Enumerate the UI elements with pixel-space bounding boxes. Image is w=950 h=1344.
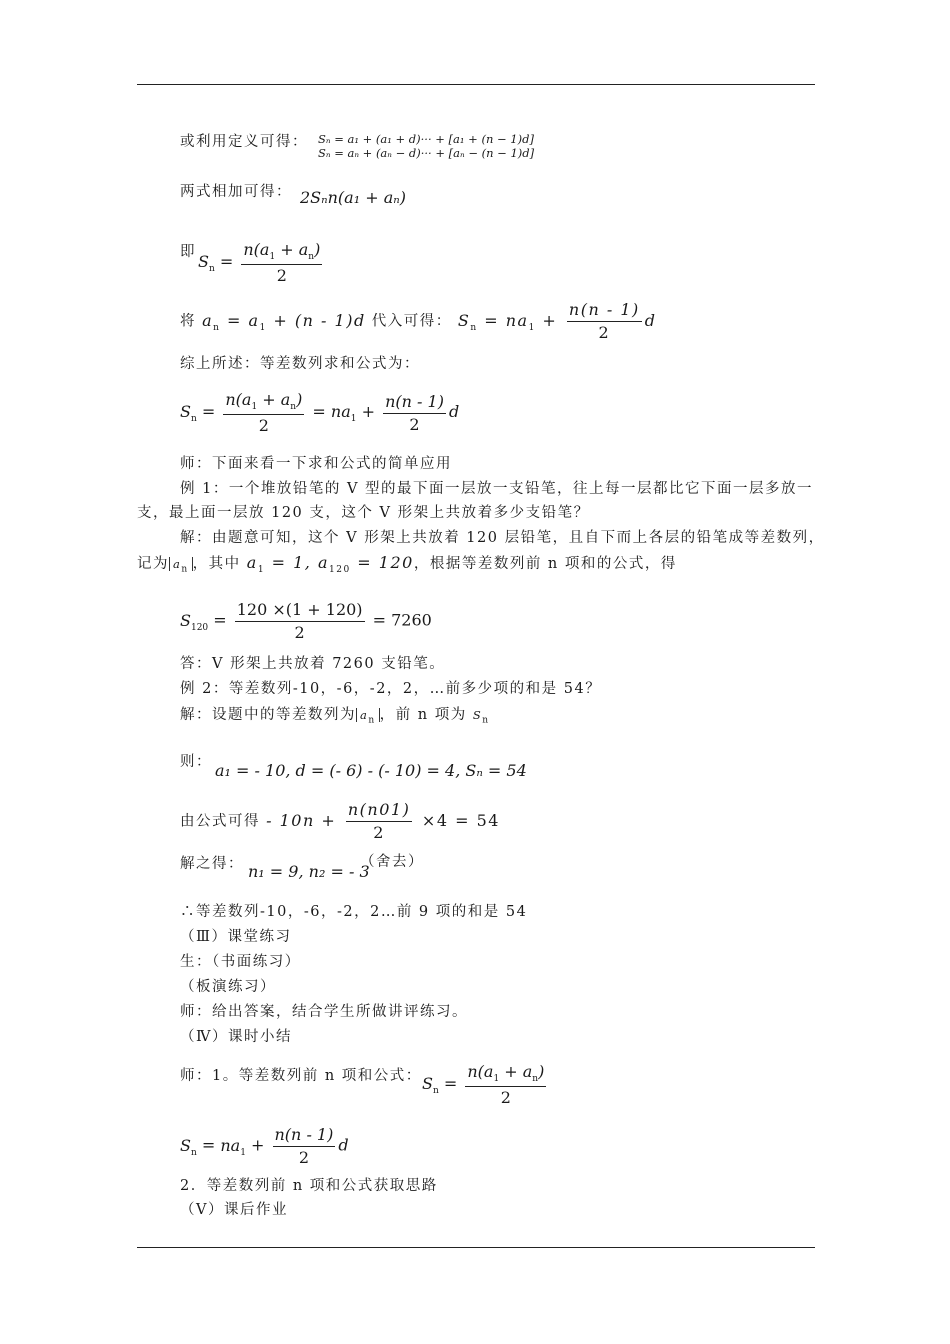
- formula-s120-denominator: 2: [294, 623, 305, 642]
- text-where: ，其中: [192, 556, 241, 572]
- text-solved: 解之得：: [180, 856, 244, 872]
- formula-system: [318, 132, 534, 160]
- text-jiang: 将: [180, 313, 196, 330]
- formula-sum-general: $S_n$ = $\frac{n(a_1 + a_n)}{2}$ = $na_1$ + $\frac{n(n - 1)}{2}$ d: [180, 390, 460, 436]
- text-substitute: 代入可得：: [371, 313, 452, 330]
- formula-sn-d: $S_n = na_1$ + $\frac{n(n - 1)}{2}$ d: [457, 300, 657, 342]
- bottom-rule: [137, 1247, 815, 1248]
- text-board-practice: （板演练习）: [180, 979, 276, 995]
- text-teacher-application: 师：下面来看一下求和公式的简单应用: [180, 456, 452, 472]
- text-denote: 记为: [137, 556, 169, 572]
- text-definition-label: 或利用定义可得：: [180, 134, 308, 150]
- formula-system-bottom: Sₙ = aₙ + (aₙ − d)··· + [aₙ − (n − 1)d]: [318, 146, 535, 160]
- formula-an: $a_n = a_1 + (n - 1)d$: [202, 310, 366, 333]
- text-solution1-a: 解：由题意可知，这个 V 形架上共放着 120 层铅笔，且自下而上各层的铅笔成等差数列，: [180, 530, 825, 546]
- text-by-formula: ，根据等差数列前 n 项和的公式，得: [413, 556, 677, 572]
- formula-sn-label: $S_n$: [472, 708, 490, 726]
- formula-a1-a120: $a_1 = 1$, $a_{120} = 120$: [246, 553, 414, 576]
- text-conclusion: ∴等差数列-10，-6，-2，2…前 9 项的和是 54: [180, 904, 528, 920]
- formula-an-set: $a_n$: [169, 557, 193, 571]
- text-summary-1: 师：1。等差数列前 n 项和公式：: [180, 1068, 422, 1084]
- text-ji-label: 即: [180, 244, 196, 260]
- formula-2sn: 2Sₙn(a₁ + aₙ): [300, 188, 406, 207]
- text-solution2: [180, 703, 490, 725]
- text-from-formula-label: 由公式可得: [180, 813, 260, 830]
- text-from-formula: [180, 800, 500, 842]
- text-sum-label: 两式相加可得：: [180, 184, 292, 200]
- text-solution1-b: [137, 552, 677, 575]
- text-summary-label: 综上所述：等差数列求和公式为：: [180, 356, 420, 372]
- formula-s120: $S_{120}$ = $\frac{120 \times(1 + 120)}{2}$ = 7260: [180, 600, 432, 642]
- formula-sn-avg: $S_n$ = $\frac{n(a_1 + a_n)}{2}$: [198, 240, 321, 286]
- text-teacher-answers: 师：给出答案，结合学生所做讲评练习。: [180, 1004, 468, 1020]
- text-then: 则：: [180, 754, 212, 770]
- formula-an-set2: $a_n$: [356, 708, 380, 722]
- top-rule: [137, 84, 815, 85]
- text-example2: 例 2：等差数列-10，-6，-2，2，…前多少项的和是 54？: [180, 681, 602, 697]
- text-first-n-terms: ，前 n 项为: [379, 707, 467, 723]
- text-summary-2: 2．等差数列前 n 项和公式获取思路: [180, 1178, 438, 1194]
- formula-system-top: Sₙ = a₁ + (a₁ + d)··· + [a₁ + (n − 1)d]: [318, 132, 534, 146]
- formula-roots: n₁ = 9, n₂ = - 3: [248, 862, 370, 881]
- text-answer1: 答：V 形架上共放着 7260 支铅笔。: [180, 656, 446, 672]
- text-example1-b: 支，最上面一层放 120 支，这个 V 形架上共放着多少支铅笔？: [137, 505, 590, 521]
- formula-ex2-values: a₁ = - 10, d = (- 6) - (- 10) = 4, Sₙ = 54: [215, 761, 527, 780]
- heading-homework: （Ⅴ）课后作业: [180, 1202, 288, 1218]
- formula-ex2-equation: - 10n + $\frac{n(n01)}{2}$ ×4 = 54: [266, 800, 500, 842]
- heading-classroom-practice: （Ⅲ）课堂练习: [180, 929, 292, 945]
- text-substitute-label: [180, 300, 657, 342]
- heading-summary: （Ⅳ）课时小结: [180, 1029, 292, 1045]
- formula-s120-numerator: 120 ×(1 + 120): [235, 600, 365, 622]
- formula-summary-avg: $S_n$ = $\frac{n(a_1 + a_n)}{2}$: [422, 1062, 545, 1108]
- text-example1-a: 例 1：一个堆放铅笔的 V 型的最下面一层放一支铅笔，往上每一层都比它下面一层多放一: [180, 481, 814, 497]
- text-student-written: 生：（书面练习）: [180, 954, 301, 970]
- text-let-sequence: 解：设题中的等差数列为: [180, 707, 356, 723]
- formula-s120-result: 7260: [391, 610, 432, 630]
- formula-summary-d: $S_n = na_1$ + $\frac{n(n - 1)}{2}$ d: [180, 1125, 349, 1167]
- text-discard: （舍去）: [360, 854, 424, 870]
